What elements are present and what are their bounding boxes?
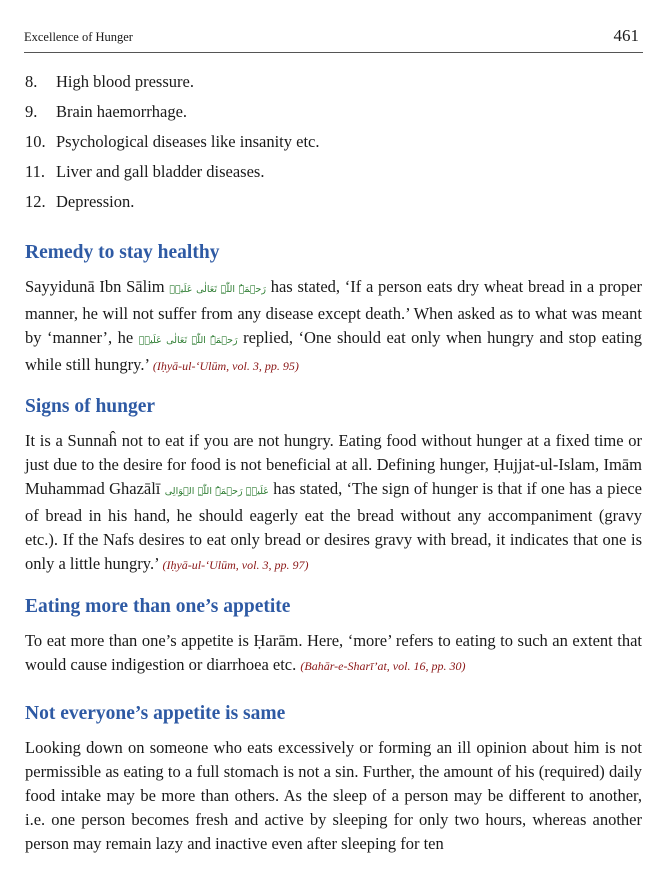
citation-reference: (Iḥyā-ul-‘Ulūm, vol. 3, pp. 95) (152, 359, 299, 373)
honorific-glyph: رَحۡمَۃُ اللّٰہِ تَعَالٰی عَلَیۡہ (169, 284, 266, 295)
page-number: 461 (613, 26, 639, 45)
list-item-number: 12. (25, 192, 46, 211)
paragraph-text: has stated, ‘The sign of hunger is that if one has a piece of bread in his hand, he should eagerly eat the bread without any accompaniment (gravy etc.). If the Nafs desires to eat only bread or desires gravy with bread, it indicates that one is only a little hungry.’ (25, 479, 643, 573)
citation-reference: (Bahār-e-Sharī’at, vol. 16, pp. 30) (300, 659, 466, 673)
list-item-number: 8. (25, 72, 38, 91)
list-item (25, 100, 319, 130)
numbered-list (25, 70, 319, 220)
list-item-text: Psychological diseases like insanity etc. (56, 132, 320, 151)
running-title: Excellence of Hunger (24, 30, 133, 44)
citation-reference: (Iḥyā-ul-‘Ulūm, vol. 3, pp. 97) (162, 558, 309, 572)
honorific-glyph: عَلَیۡہِ رَحۡمَۃُ اللّٰہِ الۡوَالِی (164, 486, 269, 497)
paragraph-signs-of-hunger (25, 429, 642, 577)
paragraph-text: Sayyidunā Ibn Sālim (25, 277, 165, 296)
list-item (25, 130, 319, 160)
paragraph-text: To eat more than one’s appetite is Ḥarām. Here, ‘more’ refers to eating to such an extent that would cause indigestion or diarrhoea etc. (25, 631, 642, 674)
list-item-text: Depression. (56, 192, 135, 211)
list-item-number: 10. (25, 132, 46, 151)
paragraph-remedy (25, 275, 642, 378)
section-heading-remedy: Remedy to stay healthy (25, 242, 220, 263)
list-item-text: Brain haemorrhage. (56, 102, 188, 121)
paragraph-eating-more (25, 629, 642, 678)
list-item-text: Liver and gall bladder diseases. (56, 162, 265, 181)
section-heading-eating-more: Eating more than one’s appetite (25, 596, 291, 617)
paragraph-text: replied, ‘One should eat only when hungry and stop eating while still hungry.’ (25, 328, 643, 374)
section-heading-signs-of-hunger: Signs of hunger (25, 396, 156, 417)
paragraph-text: Looking down on someone who eats excessively or forming an ill opinion about him is not permissible as eating to a full stomach is not a sin. Further, the amount of his (required) daily food intake may be more than others. As the sleep of a person may be different to another, i.e. one person becomes fresh and active by sleeping for only two hours, whereas another person may remain lazy and inactive even after sleeping for ten (25, 738, 642, 853)
paragraph-text: It is a Sunnaĥ not to eat if you are not hungry. Eating food without hunger at a fixed time or just due to the desire for food is not beneficial at all. Defining hunger, Ḥujjat-ul-Islam, Imām Muhammad Ghazālī (25, 431, 642, 498)
honorific-glyph: رَحۡمَۃُ اللّٰہِ تَعَالٰی عَلَیۡہ (138, 335, 238, 346)
list-item-number: 11. (25, 162, 46, 181)
list-item (25, 190, 319, 220)
paragraph-appetite-not-same (25, 736, 642, 856)
list-item-number: 9. (25, 102, 38, 121)
list-item (25, 70, 319, 100)
list-item (25, 160, 319, 190)
paragraph-text: has stated, ‘If a person eats dry wheat bread in a proper manner, he will not suffer from any disease except death.’ When asked as to what was meant by ‘manner’, he (25, 277, 643, 347)
page-header (24, 22, 643, 53)
list-item-text: High blood pressure. (56, 72, 194, 91)
section-heading-appetite-not-same: Not everyone’s appetite is same (25, 703, 286, 724)
